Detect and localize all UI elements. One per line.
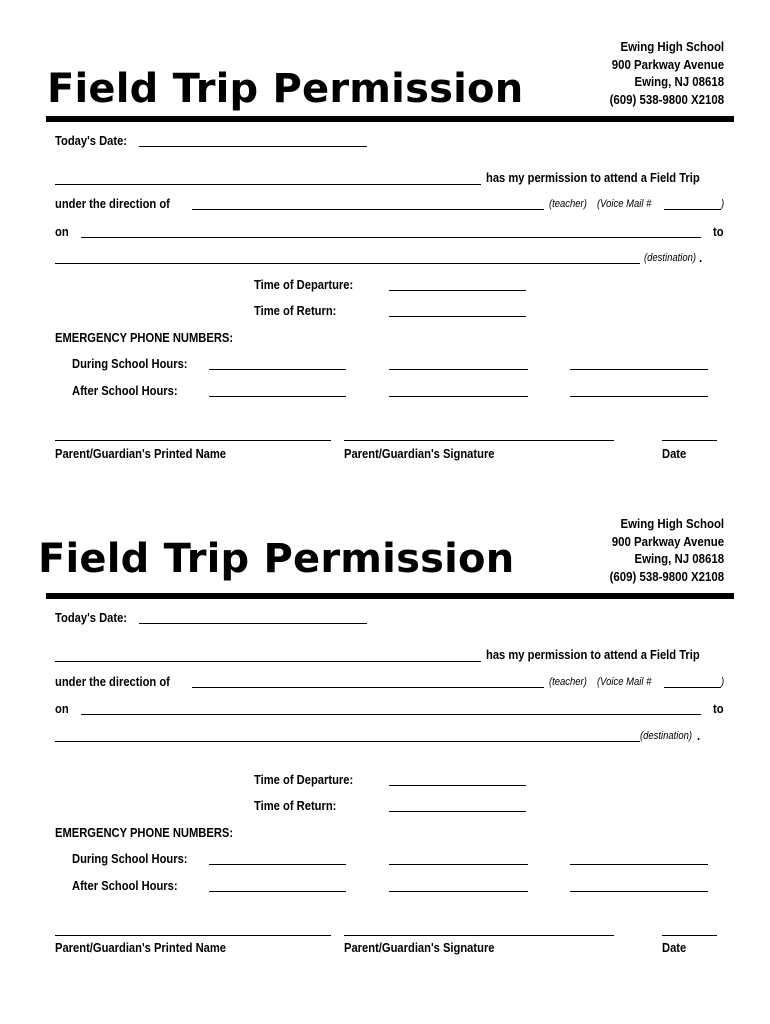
- date-field[interactable]: [662, 935, 717, 936]
- printed-name-field[interactable]: [55, 440, 331, 441]
- emergency-label: EMERGENCY PHONE NUMBERS:: [55, 825, 234, 840]
- school-city: Ewing, NJ 08618: [634, 551, 724, 566]
- during-phone-3[interactable]: [570, 369, 708, 370]
- after-hours-label: After School Hours:: [72, 878, 178, 893]
- signature-label: Parent/Guardian's Signature: [344, 940, 495, 955]
- todays-date-label: Today's Date:: [55, 610, 128, 625]
- school-phone: (609) 538-9800 X2108: [609, 568, 724, 584]
- student-name-field[interactable]: [55, 184, 481, 185]
- school-city: Ewing, NJ 08618: [634, 74, 724, 89]
- form-title: Field Trip Permission: [38, 536, 515, 582]
- voice-mail-field[interactable]: [664, 687, 721, 688]
- voice-mail-label: (Voice Mail #: [597, 198, 652, 210]
- during-phone-1[interactable]: [209, 864, 346, 865]
- after-phone-3[interactable]: [570, 891, 708, 892]
- header-rule: [46, 593, 734, 599]
- to-label: to: [713, 701, 724, 716]
- school-name: Ewing High School: [620, 516, 724, 531]
- teacher-field[interactable]: [192, 209, 544, 210]
- todays-date-label: Today's Date:: [55, 133, 128, 148]
- school-name: Ewing High School: [620, 39, 724, 54]
- under-direction-label: under the direction of: [55, 196, 170, 211]
- date-field[interactable]: [662, 440, 717, 441]
- after-phone-2[interactable]: [389, 891, 528, 892]
- period: .: [697, 728, 701, 743]
- return-label: Time of Return:: [254, 303, 337, 318]
- after-phone-3[interactable]: [570, 396, 708, 397]
- during-phone-2[interactable]: [389, 369, 528, 370]
- permission-text: has my permission to attend a Field Trip: [486, 647, 700, 662]
- school-phone: (609) 538-9800 X2108: [609, 91, 724, 107]
- during-hours-label: During School Hours:: [72, 356, 188, 371]
- during-phone-1[interactable]: [209, 369, 346, 370]
- after-phone-1[interactable]: [209, 396, 346, 397]
- return-field[interactable]: [389, 811, 526, 812]
- header-rule: [46, 116, 734, 122]
- student-name-field[interactable]: [55, 661, 481, 662]
- printed-name-label: Parent/Guardian's Printed Name: [55, 940, 227, 955]
- date-label: Date: [662, 446, 687, 461]
- teacher-note: (teacher): [549, 198, 587, 210]
- permission-form-2: [0, 477, 770, 955]
- date-label: Date: [662, 940, 687, 955]
- destination-note: (destination): [644, 252, 697, 264]
- school-street: 900 Parkway Avenue: [611, 533, 724, 549]
- under-direction-label: under the direction of: [55, 674, 170, 689]
- destination-field[interactable]: [55, 263, 640, 264]
- destination-note: (destination): [640, 730, 693, 742]
- permission-form-1: [0, 0, 770, 470]
- school-address: [610, 38, 724, 108]
- departure-label: Time of Departure:: [254, 772, 354, 787]
- after-hours-label: After School Hours:: [72, 383, 178, 398]
- period: .: [699, 250, 703, 265]
- voice-mail-field[interactable]: [664, 209, 721, 210]
- emergency-label: EMERGENCY PHONE NUMBERS:: [55, 330, 234, 345]
- permission-text: has my permission to attend a Field Trip: [486, 170, 700, 185]
- on-label: on: [55, 701, 69, 716]
- departure-field[interactable]: [389, 290, 526, 291]
- trip-date-field[interactable]: [81, 237, 701, 238]
- voice-mail-close: ): [721, 198, 725, 210]
- signature-field[interactable]: [344, 440, 614, 441]
- printed-name-label: Parent/Guardian's Printed Name: [55, 446, 227, 461]
- voice-mail-label: (Voice Mail #: [597, 676, 652, 688]
- signature-field[interactable]: [344, 935, 614, 936]
- signature-label: Parent/Guardian's Signature: [344, 446, 495, 461]
- printed-name-field[interactable]: [55, 935, 331, 936]
- return-label: Time of Return:: [254, 798, 337, 813]
- during-hours-label: During School Hours:: [72, 851, 188, 866]
- school-street: 900 Parkway Avenue: [611, 56, 724, 72]
- trip-date-field[interactable]: [81, 714, 701, 715]
- return-field[interactable]: [389, 316, 526, 317]
- departure-field[interactable]: [389, 785, 526, 786]
- voice-mail-close: ): [721, 676, 725, 688]
- teacher-field[interactable]: [192, 687, 544, 688]
- departure-label: Time of Departure:: [254, 277, 354, 292]
- destination-field[interactable]: [55, 741, 640, 742]
- todays-date-field[interactable]: [139, 623, 367, 624]
- during-phone-2[interactable]: [389, 864, 528, 865]
- after-phone-1[interactable]: [209, 891, 346, 892]
- after-phone-2[interactable]: [389, 396, 528, 397]
- during-phone-3[interactable]: [570, 864, 708, 865]
- todays-date-field[interactable]: [139, 146, 367, 147]
- to-label: to: [713, 224, 724, 239]
- school-address: [610, 515, 724, 585]
- teacher-note: (teacher): [549, 676, 587, 688]
- form-title: Field Trip Permission: [47, 66, 524, 112]
- on-label: on: [55, 224, 69, 239]
